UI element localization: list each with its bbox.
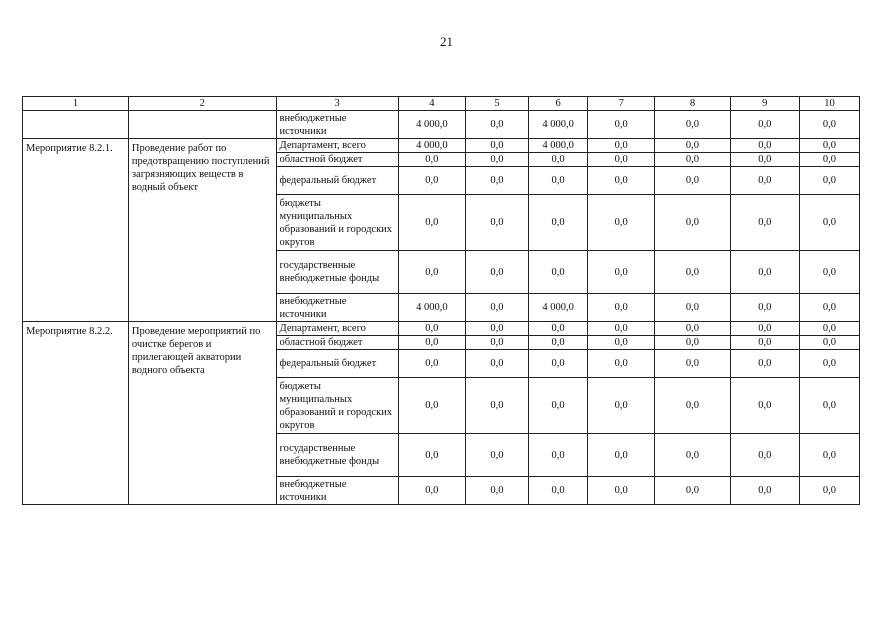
value-cell-col8: 0,0 — [655, 167, 730, 195]
value-cell-col8: 0,0 — [655, 350, 730, 378]
measure-code-cell: Мероприятие 8.2.2. — [23, 322, 129, 505]
value-cell-col6: 0,0 — [529, 167, 588, 195]
value-cell-col6: 0,0 — [529, 251, 588, 294]
value-cell-col7: 0,0 — [588, 378, 655, 434]
value-cell-col7: 0,0 — [588, 477, 655, 505]
value-cell-col5: 0,0 — [465, 139, 528, 153]
value-cell-col9: 0,0 — [730, 153, 799, 167]
value-cell-col10: 0,0 — [799, 251, 859, 294]
table-row — [23, 322, 860, 336]
column-header-4: 4 — [398, 97, 465, 111]
header-row — [23, 97, 860, 111]
value-cell-col8: 0,0 — [655, 434, 730, 477]
value-cell-col6: 0,0 — [529, 153, 588, 167]
column-header-7: 7 — [588, 97, 655, 111]
value-cell-col7: 0,0 — [588, 322, 655, 336]
value-cell-col5: 0,0 — [465, 322, 528, 336]
value-cell-col10: 0,0 — [799, 111, 859, 139]
value-cell-col4: 0,0 — [398, 251, 465, 294]
value-cell-col9: 0,0 — [730, 322, 799, 336]
value-cell-col5: 0,0 — [465, 111, 528, 139]
value-cell-col8: 0,0 — [655, 111, 730, 139]
funding-source-cell: государственные внебюджетные фонды — [276, 251, 398, 294]
value-cell-col4: 0,0 — [398, 434, 465, 477]
value-cell-col9: 0,0 — [730, 139, 799, 153]
value-cell-col8: 0,0 — [655, 153, 730, 167]
value-cell-col10: 0,0 — [799, 350, 859, 378]
value-cell-col6: 0,0 — [529, 336, 588, 350]
funding-source-cell: Департамент, всего — [276, 139, 398, 153]
value-cell-col4: 0,0 — [398, 477, 465, 505]
value-cell-col8: 0,0 — [655, 251, 730, 294]
value-cell-col9: 0,0 — [730, 350, 799, 378]
column-header-6: 6 — [529, 97, 588, 111]
value-cell-col10: 0,0 — [799, 167, 859, 195]
value-cell-col9: 0,0 — [730, 336, 799, 350]
value-cell-col4: 0,0 — [398, 350, 465, 378]
column-header-3: 3 — [276, 97, 398, 111]
column-header-8: 8 — [655, 97, 730, 111]
value-cell-col6: 4 000,0 — [529, 139, 588, 153]
value-cell-col4: 4 000,0 — [398, 139, 465, 153]
funding-source-cell: областной бюджет — [276, 153, 398, 167]
value-cell-col5: 0,0 — [465, 378, 528, 434]
value-cell-col7: 0,0 — [588, 350, 655, 378]
measure-title-cell: Проведение работ по предотвращению поступлений загрязняющих веществ в водный объект — [128, 139, 276, 322]
column-header-9: 9 — [730, 97, 799, 111]
value-cell-col9: 0,0 — [730, 477, 799, 505]
value-cell-col4: 0,0 — [398, 322, 465, 336]
value-cell-col4: 0,0 — [398, 167, 465, 195]
value-cell-col10: 0,0 — [799, 336, 859, 350]
value-cell-col9: 0,0 — [730, 167, 799, 195]
value-cell-col7: 0,0 — [588, 153, 655, 167]
value-cell-col6: 0,0 — [529, 322, 588, 336]
value-cell-col5: 0,0 — [465, 477, 528, 505]
funding-source-cell: федеральный бюджет — [276, 350, 398, 378]
column-header-1: 1 — [23, 97, 129, 111]
value-cell-col7: 0,0 — [588, 167, 655, 195]
budget-table — [22, 96, 860, 505]
value-cell-col10: 0,0 — [799, 195, 859, 251]
funding-source-cell: федеральный бюджет — [276, 167, 398, 195]
value-cell-col4: 4 000,0 — [398, 111, 465, 139]
value-cell-col8: 0,0 — [655, 477, 730, 505]
table-body — [23, 97, 860, 505]
value-cell-col9: 0,0 — [730, 434, 799, 477]
measure-code-cell: Мероприятие 8.2.1. — [23, 139, 129, 322]
value-cell-col4: 0,0 — [398, 195, 465, 251]
value-cell-col7: 0,0 — [588, 434, 655, 477]
value-cell-col7: 0,0 — [588, 111, 655, 139]
value-cell-col10: 0,0 — [799, 153, 859, 167]
measure-code-cell — [23, 111, 129, 139]
value-cell-col5: 0,0 — [465, 350, 528, 378]
funding-source-cell: Департамент, всего — [276, 322, 398, 336]
value-cell-col7: 0,0 — [588, 336, 655, 350]
funding-source-cell: внебюджетные источники — [276, 477, 398, 505]
value-cell-col8: 0,0 — [655, 322, 730, 336]
value-cell-col8: 0,0 — [655, 294, 730, 322]
value-cell-col9: 0,0 — [730, 378, 799, 434]
value-cell-col10: 0,0 — [799, 378, 859, 434]
value-cell-col5: 0,0 — [465, 195, 528, 251]
value-cell-col4: 0,0 — [398, 378, 465, 434]
page-number: 21 — [440, 34, 453, 49]
funding-source-cell: бюджеты муниципальных образований и городских округов — [276, 195, 398, 251]
value-cell-col8: 0,0 — [655, 195, 730, 251]
value-cell-col6: 0,0 — [529, 378, 588, 434]
funding-source-cell: внебюджетные источники — [276, 294, 398, 322]
value-cell-col5: 0,0 — [465, 336, 528, 350]
value-cell-col5: 0,0 — [465, 153, 528, 167]
value-cell-col10: 0,0 — [799, 322, 859, 336]
value-cell-col10: 0,0 — [799, 294, 859, 322]
value-cell-col4: 0,0 — [398, 336, 465, 350]
value-cell-col5: 0,0 — [465, 294, 528, 322]
column-header-2: 2 — [128, 97, 276, 111]
value-cell-col10: 0,0 — [799, 139, 859, 153]
funding-source-cell: государственные внебюджетные фонды — [276, 434, 398, 477]
value-cell-col6: 0,0 — [529, 350, 588, 378]
value-cell-col10: 0,0 — [799, 477, 859, 505]
value-cell-col10: 0,0 — [799, 434, 859, 477]
value-cell-col6: 0,0 — [529, 477, 588, 505]
value-cell-col6: 4 000,0 — [529, 111, 588, 139]
value-cell-col5: 0,0 — [465, 434, 528, 477]
value-cell-col4: 0,0 — [398, 153, 465, 167]
value-cell-col8: 0,0 — [655, 336, 730, 350]
value-cell-col6: 0,0 — [529, 434, 588, 477]
value-cell-col5: 0,0 — [465, 167, 528, 195]
value-cell-col6: 0,0 — [529, 195, 588, 251]
column-header-5: 5 — [465, 97, 528, 111]
value-cell-col9: 0,0 — [730, 195, 799, 251]
value-cell-col7: 0,0 — [588, 195, 655, 251]
value-cell-col4: 4 000,0 — [398, 294, 465, 322]
value-cell-col9: 0,0 — [730, 111, 799, 139]
table-row — [23, 139, 860, 153]
funding-source-cell: областной бюджет — [276, 336, 398, 350]
funding-source-cell: внебюджетные источники — [276, 111, 398, 139]
value-cell-col9: 0,0 — [730, 294, 799, 322]
value-cell-col9: 0,0 — [730, 251, 799, 294]
value-cell-col5: 0,0 — [465, 251, 528, 294]
value-cell-col8: 0,0 — [655, 139, 730, 153]
column-header-10: 10 — [799, 97, 859, 111]
table-row — [23, 111, 860, 139]
value-cell-col6: 4 000,0 — [529, 294, 588, 322]
measure-title-cell — [128, 111, 276, 139]
value-cell-col7: 0,0 — [588, 294, 655, 322]
value-cell-col7: 0,0 — [588, 139, 655, 153]
value-cell-col8: 0,0 — [655, 378, 730, 434]
value-cell-col7: 0,0 — [588, 251, 655, 294]
funding-source-cell: бюджеты муниципальных образований и городских округов — [276, 378, 398, 434]
measure-title-cell: Проведение мероприятий по очистке берегов и прилегающей акватории водного объекта — [128, 322, 276, 505]
